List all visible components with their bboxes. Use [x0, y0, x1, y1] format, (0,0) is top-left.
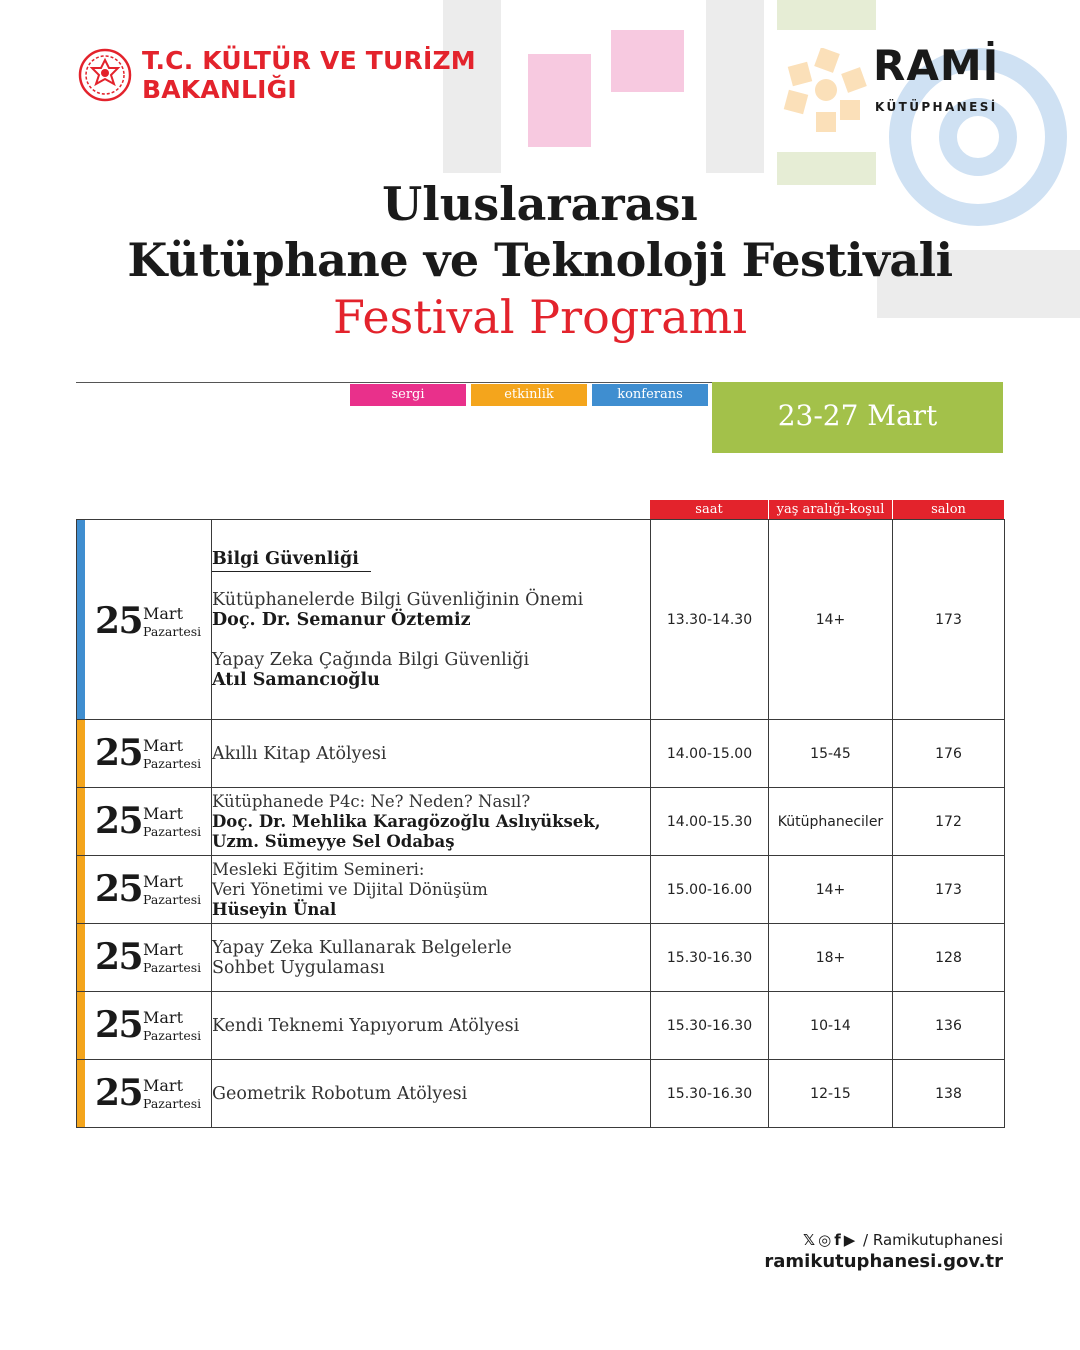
column-header-time: saat [650, 500, 768, 520]
table-row [77, 924, 1005, 992]
column-header-hall: salon [893, 500, 1004, 520]
date-month: Mart [143, 604, 183, 623]
facebook-icon[interactable]: f [834, 1231, 841, 1249]
date-cell [77, 856, 212, 924]
event-title: Geometrik Robotum Atölyesi [212, 1083, 468, 1104]
event-cell [212, 924, 651, 992]
speaker-name: Uzm. Sümeyye Sel Odabaş [212, 831, 455, 851]
table-row [77, 520, 1005, 720]
event-title: Veri Yönetimi ve Dijital Dönüşüm [212, 879, 488, 899]
divider [76, 382, 712, 383]
hall-cell: 136 [893, 992, 1005, 1060]
date-weekday: Pazartesi [143, 756, 202, 771]
hall-cell: 128 [893, 924, 1005, 992]
date-day: 25 [95, 868, 143, 910]
date-weekday: Pazartesi [143, 960, 202, 975]
date-day: 25 [95, 1004, 143, 1046]
decor-pink-block-2 [611, 30, 684, 92]
speaker-name: Hüseyin Ünal [212, 899, 337, 919]
date-weekday: Pazartesi [143, 624, 202, 639]
date-month: Mart [143, 804, 183, 823]
hall-cell: 138 [893, 1060, 1005, 1128]
age-cell: Kütüphaneciler [769, 788, 893, 856]
event-cell [212, 520, 651, 720]
date-month: Mart [143, 1076, 183, 1095]
date-cell [77, 924, 212, 992]
title-line-2: Kütüphane ve Teknoloji Festivali [127, 233, 953, 287]
date-cell [77, 520, 212, 720]
instagram-icon[interactable]: ◎ [818, 1231, 832, 1249]
decor-orange-flower [782, 48, 872, 138]
event-title: Kütüphanede P4c: Ne? Neden? Nasıl? [212, 791, 531, 811]
age-cell: 15-45 [769, 720, 893, 788]
event-cell [212, 856, 651, 924]
ministry-name [142, 46, 476, 104]
time-cell: 15.30-16.30 [651, 924, 769, 992]
legend-konferans: konferans [592, 384, 708, 406]
website-link[interactable]: ramikutuphanesi.gov.tr [764, 1251, 1003, 1272]
title-line-3: Festival Programı [333, 290, 747, 344]
time-cell: 15.30-16.30 [651, 1060, 769, 1128]
talk-title: Kütüphanelerde Bilgi Güvenliğinin Önemi [212, 590, 584, 610]
date-cell [77, 720, 212, 788]
time-cell: 13.30-14.30 [651, 520, 769, 720]
event-cell [212, 720, 651, 788]
date-day: 25 [95, 732, 143, 774]
event-cell [212, 992, 651, 1060]
legend-sergi: sergi [350, 384, 466, 406]
section-title: Bilgi Güvenliği [212, 549, 371, 572]
event-title: Mesleki Eğitim Semineri: [212, 859, 425, 879]
age-cell: 18+ [769, 924, 893, 992]
hall-cell: 176 [893, 720, 1005, 788]
page-title [0, 176, 1080, 346]
time-cell: 15.30-16.30 [651, 992, 769, 1060]
date-weekday: Pazartesi [143, 824, 202, 839]
youtube-icon[interactable]: ▶ [843, 1231, 856, 1249]
speaker-name: Doç. Dr. Mehlika Karagözoğlu Aslıyüksek, [212, 811, 601, 831]
event-cell [212, 788, 651, 856]
age-cell: 14+ [769, 856, 893, 924]
social-handle: / Ramikutuphanesi [863, 1231, 1003, 1249]
date-day: 25 [95, 800, 143, 842]
library-logo-wordmark: RAMİ [873, 41, 1000, 90]
column-header-age: yaş aralığı-koşul [769, 500, 892, 520]
table-row [77, 788, 1005, 856]
date-cell [77, 1060, 212, 1128]
decor-green-band-1 [777, 0, 876, 30]
date-weekday: Pazartesi [143, 1028, 202, 1043]
table-row [77, 1060, 1005, 1128]
date-cell [77, 788, 212, 856]
event-title: Yapay Zeka Kullanarak Belgelerle [212, 937, 512, 958]
date-range-badge: 23-27 Mart [712, 382, 1003, 453]
date-day: 25 [95, 936, 143, 978]
date-weekday: Pazartesi [143, 892, 202, 907]
program-table [76, 519, 1005, 1128]
speaker-name: Atıl Samancıoğlu [212, 670, 380, 690]
legend-etkinlik: etkinlik [471, 384, 587, 406]
age-cell: 10-14 [769, 992, 893, 1060]
ministry-line-1: T.C. KÜLTÜR VE TURİZM [142, 46, 476, 75]
ministry-line-2: BAKANLIĞI [142, 75, 297, 104]
date-weekday: Pazartesi [143, 1096, 202, 1111]
date-day: 25 [95, 1072, 143, 1114]
time-cell: 15.00-16.00 [651, 856, 769, 924]
title-line-1: Uluslararası [382, 177, 698, 231]
time-cell: 14.00-15.30 [651, 788, 769, 856]
date-month: Mart [143, 940, 183, 959]
speaker-name: Doç. Dr. Semanur Öztemiz [212, 610, 471, 630]
table-row [77, 720, 1005, 788]
time-cell: 14.00-15.00 [651, 720, 769, 788]
x-icon[interactable]: 𝕏 [803, 1231, 816, 1249]
date-month: Mart [143, 872, 183, 891]
age-cell: 14+ [769, 520, 893, 720]
date-day: 25 [95, 600, 143, 642]
event-title: Sohbet Uygulaması [212, 957, 385, 978]
social-links [803, 1231, 1003, 1249]
decor-gray-column-2 [706, 0, 764, 173]
event-title: Kendi Teknemi Yapıyorum Atölyesi [212, 1015, 520, 1036]
hall-cell: 172 [893, 788, 1005, 856]
event-title: Akıllı Kitap Atölyesi [212, 743, 387, 764]
age-cell: 12-15 [769, 1060, 893, 1128]
date-month: Mart [143, 1008, 183, 1027]
ministry-emblem-icon [78, 48, 132, 102]
hall-cell: 173 [893, 520, 1005, 720]
library-logo-subtitle: KÜTÜPHANESİ [875, 100, 998, 114]
date-month: Mart [143, 736, 183, 755]
decor-pink-block-1 [528, 54, 591, 147]
talk-title: Yapay Zeka Çağında Bilgi Güvenliği [212, 650, 530, 670]
table-row [77, 992, 1005, 1060]
hall-cell: 173 [893, 856, 1005, 924]
table-row [77, 856, 1005, 924]
event-cell [212, 1060, 651, 1128]
date-cell [77, 992, 212, 1060]
